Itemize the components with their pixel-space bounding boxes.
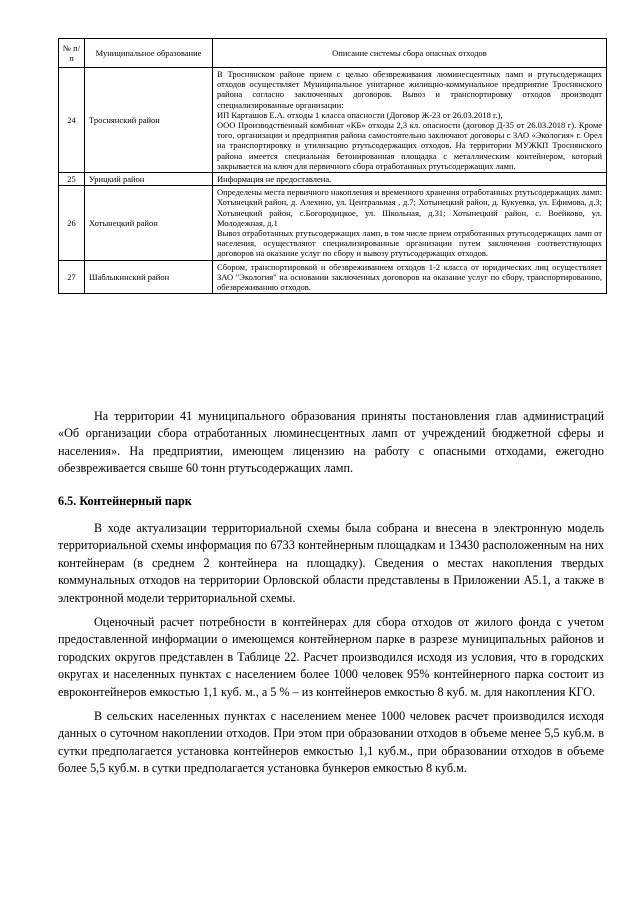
table-row	[59, 260, 607, 294]
row-district: Троснянский район	[85, 68, 213, 173]
row-num: 27	[59, 260, 85, 294]
description-line: ООО Производственный комбинат «КБ» отходы 2,3 кл. опасности (договор Д-35 от 26.03.2018 г). Кроме того, организации и предприятия района самостоятельно заключают договоры с ЗАО «Экология» г. Орел на транспортировку и утилизацию ртутьсодержащих отходов. На территории МУЖКП Троснянского района имеется специальная бетонированная площадка с металлическим контейнером, который закрывается на ключ для первичного сбора отработанных ртутьсодержащих ламп.	[217, 120, 602, 171]
table-header-row	[59, 39, 607, 68]
row-district: Урицкий район	[85, 173, 213, 186]
row-description	[213, 260, 607, 294]
description-line: ИП Карташов Е.А. отходы 1 класса опасности (Договор Ж-23 от 26.03.2018 г.),	[217, 109, 503, 120]
paragraph-container-calc: Оценочный расчет потребности в контейнерах для сбора отходов от жилого фонда с учетом предоставленной информации о имеющемся контейнерном парке в разрезе муниципальных районов и городских округов представлен в Таблице 22. Расчет производился исходя из условия, что в городских округах и населенных пунктах с населением более 1000 человек 95% контейнерного парка состоит из евроконтейнеров емкостью 1,1 куб. м., а 5 % – из контейнеров емкостью 8 куб. м. для накопления КГО.	[58, 615, 604, 699]
row-num: 26	[59, 186, 85, 260]
paragraph-container-sites: В ходе актуализации территориальной схемы была собрана и внесена в электронную модель территориальной схемы информация по 6733 контейнерным площадкам и 13430 расположенным на них контейнерам (в среднем 2 контейнера на площадку). Сведения о местах накопления твердых коммунальных отходов на территории Орловской области представлены в Приложении А5.1, а также в электронной модели территориальной схемы.	[58, 521, 604, 605]
row-description	[213, 68, 607, 173]
intro-paragraph: На территории 41 муниципального образования приняты постановления глав администраций «Об организации сбора отработанных люминесцентных ламп от учреждений бюджетной сферы и населения». На предприятии, имеющем лицензию на работу с опасными отходами, ежегодно обезвреживается свыше 60 тонн ртутьсодержащих ламп.	[58, 409, 604, 476]
description-line: Определены места первичного накопления и временного хранения отработанных ртутьсодержащих ламп: Хотынецкий район, д. Алехино, ул. Центральная , д.7; Хотынецкий район, д. Кукуевка, ул. Ефимова, д.3; Хотынецкий район, с.Богородицкое, ул. Школьная, д.31; Хотынецкий район, с. Воейково, ул. Молодежная, д.1	[217, 187, 602, 228]
description-line: Вывоз отработанных ртутьсодержащих ламп, в том числе прием отработанных ртутьсодержащих ламп от населения, осуществляют специализированные организации путем заключения соответствующих договоров на оказание услуг по сбору и вывозу ртутьсодержащих отходов.	[217, 228, 602, 259]
table-row	[59, 173, 607, 186]
description-line: Сбором, транспортировкой и обезвреживанием отходов 1-2 класса от юридических лиц осуществляет ЗАО "Экология" на основании заключенных договоров на оказание услуг по сбору, транспортированию, обезвреживанию отходов.	[217, 261, 602, 293]
paragraph-rural-calc: В сельских населенных пунктах с населением менее 1000 человек расчет производился исходя данных о суточном накоплении отходов. При этом при образовании отходов в объеме менее 5,5 куб.м. в сутки предполагается установка контейнеров емкостью 1,1 куб.м., при образовании отходов в объеме более 5,5 куб.м. в сутки предполагается установка бункеров емкостью 8 куб.м.	[58, 709, 604, 776]
row-num: 25	[59, 173, 85, 186]
description-line: Информация не предоставлена.	[217, 174, 332, 185]
row-num: 24	[59, 68, 85, 173]
hazardous-waste-table	[58, 38, 607, 294]
description-line: В Троснянском районе прием с целью обезвреживания люминесцентных ламп и ртутьсодержащих отходов осуществляет Муниципальное унитарное жилищно-коммунальное предприятие Троснянского района согласно заключенных договоров. Вывоз и транспортировку отходов производят специализированные организации:	[217, 69, 602, 110]
header-num: № п/п	[59, 39, 85, 68]
row-description	[213, 186, 607, 260]
header-district: Муниципальное образование	[85, 39, 213, 68]
body-text	[58, 520, 604, 778]
section-heading: 6.5. Контейнерный парк	[58, 494, 192, 508]
header-description: Описание системы сбора опасных отходов	[213, 39, 607, 68]
intro-paragraph-block	[58, 408, 604, 478]
row-description	[213, 173, 607, 186]
table-row	[59, 68, 607, 173]
row-district: Шаблыкинский район	[85, 260, 213, 294]
table-row	[59, 186, 607, 260]
row-district: Хотынецкий район	[85, 186, 213, 260]
